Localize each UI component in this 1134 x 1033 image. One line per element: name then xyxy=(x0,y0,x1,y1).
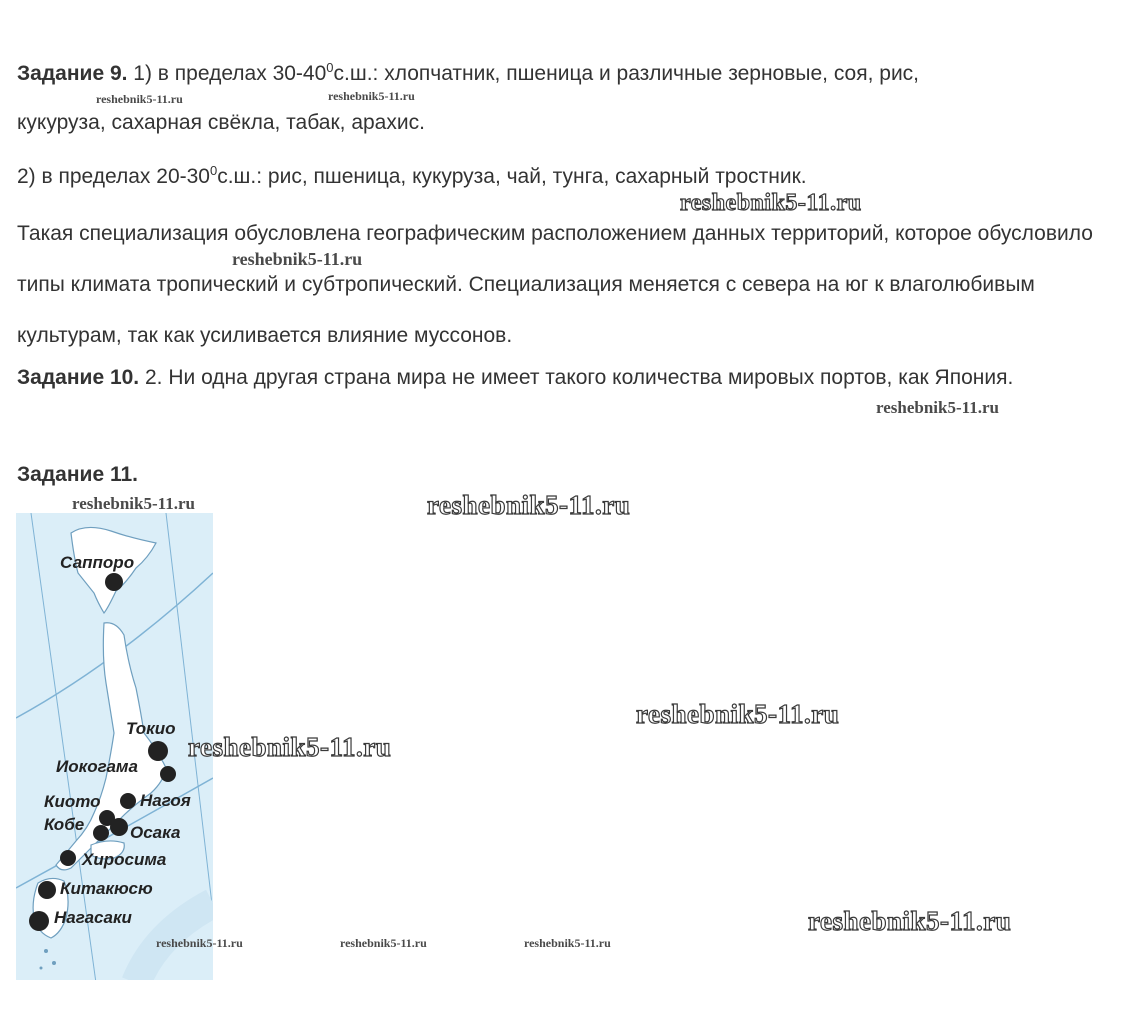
task10-paragraph: Задание 10. 2. Ни одна другая страна мира не имеет такого количества мировых портов, как Япония. xyxy=(17,366,1014,389)
city-label-nagoya: Нагоя xyxy=(140,791,191,810)
task10-label: Задание 10. xyxy=(17,366,140,389)
city-dot-kobe xyxy=(93,825,109,841)
watermark: reshebnik5-11.ru xyxy=(427,490,631,520)
city-dot-nagasaki xyxy=(29,911,49,931)
watermark: reshebnik5-11.ru xyxy=(188,732,392,762)
city-dot-hiroshima xyxy=(60,850,76,866)
city-dot-osaka xyxy=(110,818,128,836)
city-label-yokohama: Иокогама xyxy=(56,757,138,776)
city-label-kyoto: Киото xyxy=(44,792,101,811)
city-label-hiroshima: Хиросима xyxy=(82,850,167,869)
task9-item2: 2) в пределах $20-30^0с.ш$.: рис, пшеница, кукуруза, чай, тунга, сахарный тростник. xyxy=(17,163,807,188)
task11-label: Задание 11. xyxy=(17,463,138,486)
watermark: reshebnik5-11.ru xyxy=(636,699,840,729)
watermark: reshebnik5-11.ru xyxy=(156,936,243,950)
city-dot-nagoya xyxy=(120,793,136,809)
watermark: reshebnik5-11.ru xyxy=(340,936,427,950)
city-dot-kitakyushu xyxy=(38,881,56,899)
city-dot-sapporo xyxy=(105,573,123,591)
task9-label: Задание 9. xyxy=(17,62,128,85)
task9-line2: кукуруза, сахарная свёкла, табак, арахис. xyxy=(17,111,425,134)
watermark: reshebnik5-11.ru xyxy=(524,936,611,950)
city-dot-yokohama xyxy=(160,766,176,782)
city-label-kitakyushu: Китакюсю xyxy=(60,879,153,898)
watermark: reshebnik5-11.ru xyxy=(680,190,862,216)
task9-explanation: Такая специализация обусловлена географическим расположением данных территорий, которое обусловило типы климата тропический и субтропический. Специализация меняется с севера на юг к влаголюбивым культурам, так как усиливается влияние муссонов. xyxy=(17,222,1093,347)
watermark: reshebnik5-11.ru xyxy=(232,249,363,269)
watermark: reshebnik5-11.ru xyxy=(328,89,415,103)
city-label-kobe: Кобе xyxy=(44,815,85,834)
city-label-nagasaki: Нагасаки xyxy=(54,908,132,927)
watermark: reshebnik5-11.ru xyxy=(72,494,195,513)
task9-line1: Задание 9. 1) в пределах $30-40^0с.ш$.: хлопчатник, пшеница и различные зерновые, соя, рис, xyxy=(17,60,920,85)
city-label-osaka: Осака xyxy=(130,823,181,842)
watermark: reshebnik5-11.ru xyxy=(808,906,1012,936)
city-label-sapporo: Саппоро xyxy=(60,553,135,572)
watermark: reshebnik5-11.ru xyxy=(876,398,999,417)
city-label-tokyo: Токио xyxy=(126,719,176,738)
city-dot-tokyo xyxy=(148,741,168,761)
watermark: reshebnik5-11.ru xyxy=(96,92,183,106)
